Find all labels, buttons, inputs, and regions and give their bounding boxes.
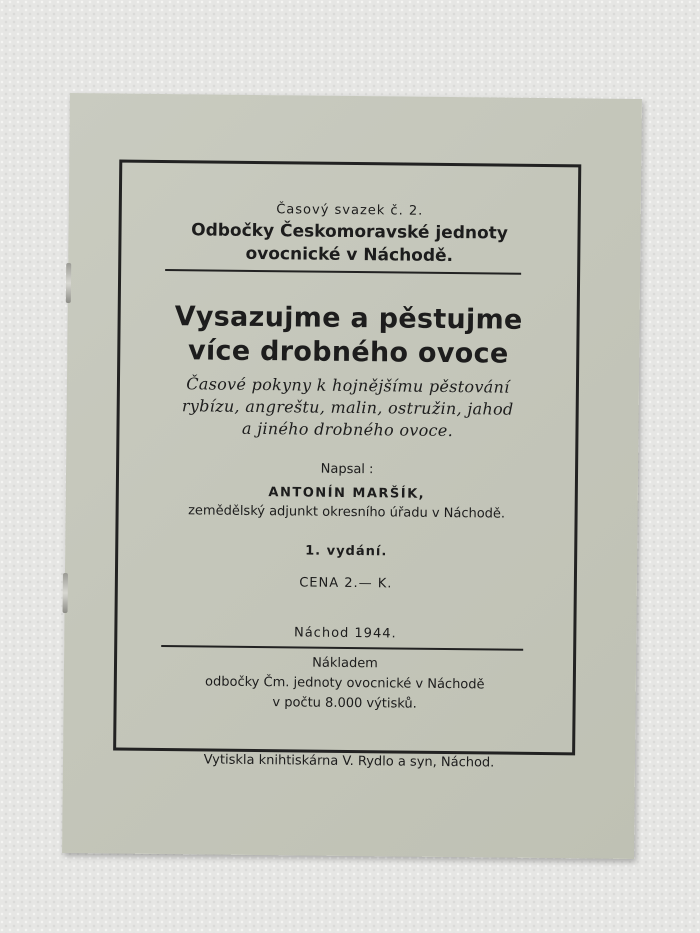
publisher-line-2: v počtu 8.000 výtisků. (272, 695, 417, 712)
author-name: ANTONÍN MARŠÍK, (268, 485, 426, 502)
branch-line-2: ovocnické v Náchodě. (245, 243, 454, 267)
bottom-divider (161, 645, 523, 651)
edition: 1. vydání. (305, 543, 388, 560)
title-line-2: více drobného ovoce (187, 335, 509, 370)
staple-top (66, 263, 71, 303)
title-line-1: Vysazujme a pěstujme (174, 301, 523, 336)
written-by-label: Napsal : (320, 461, 374, 478)
series-line: Časový svazek č. 2. (276, 202, 424, 219)
author-role: zemědělský adjunkt okresního úřadu v Náchodě. (188, 503, 506, 522)
subtitle-line-3: a jiného drobného ovoce. (241, 418, 454, 441)
place-year: Náchod 1944. (293, 625, 397, 642)
booklet-cover (62, 93, 642, 859)
staple-bottom (63, 573, 68, 613)
subtitle-line-1: Časové pokyny k hojnějšímu pěstování (186, 374, 510, 397)
subtitle-line-2: rybízu, angreštu, malin, ostružin, jahod (181, 396, 514, 419)
top-divider (165, 269, 521, 275)
publisher-line-1: odbočky Čm. jednoty ovocnické v Náchodě (205, 674, 485, 693)
price: CENA 2.— K. (299, 575, 393, 592)
branch-line-1: Odbočky Českomoravské jednoty (191, 220, 509, 244)
publisher-label: Nákladem (312, 655, 378, 672)
cover-frame (113, 160, 581, 756)
printer-line: Vytiskla knihtiskárna V. Rydlo a syn, Náchod. (203, 752, 495, 771)
